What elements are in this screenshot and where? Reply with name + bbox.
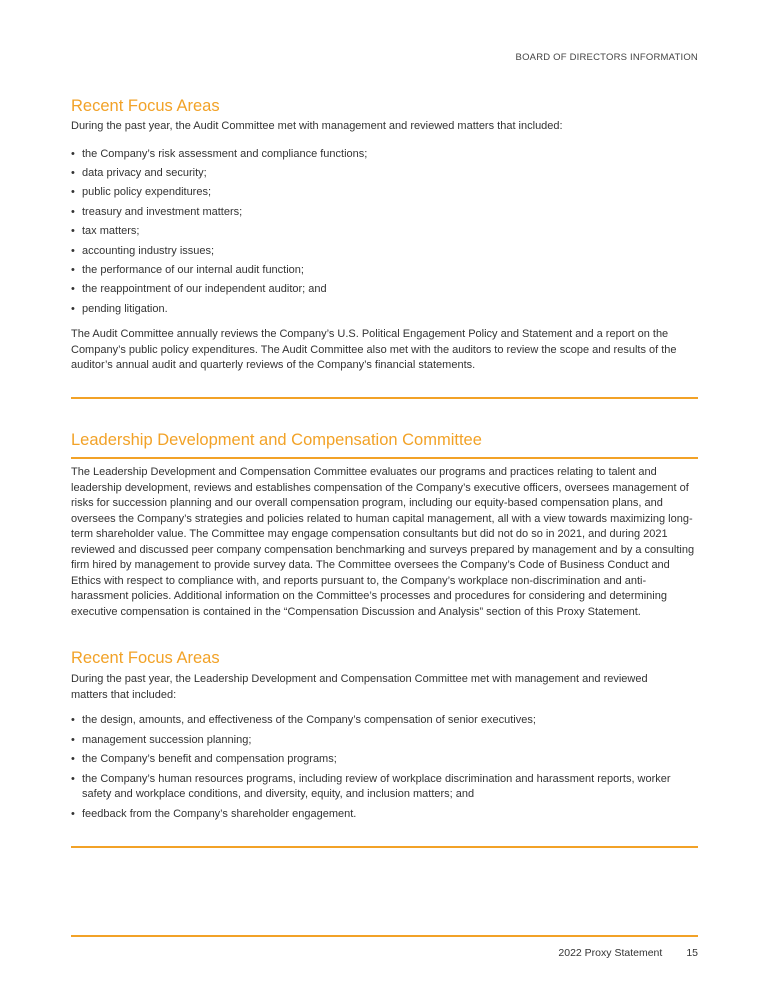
audit-focus-intro: During the past year, the Audit Committee met with management and reviewed matters that included: — [71, 120, 563, 132]
list-item: • the Company’s risk assessment and compliance functions; — [71, 145, 698, 164]
ldcc-section — [71, 430, 698, 450]
list-item: • pending litigation. — [71, 300, 698, 319]
footer-doc-title: 2022 Proxy Statement — [558, 947, 663, 959]
list-item: • feedback from the Company’s shareholder engagement. — [71, 807, 698, 823]
list-item: • accounting industry issues; — [71, 242, 698, 261]
ldcc-focus-section — [71, 648, 698, 826]
audit-focus-section — [71, 96, 698, 374]
list-item: • public policy expenditures; — [71, 183, 698, 202]
list-item: • data privacy and security; — [71, 164, 698, 183]
ldcc-focus-intro: During the past year, the Leadership Development and Compensation Committee met with management and reviewed matters that included: — [71, 673, 648, 701]
list-item: • management succession planning; — [71, 733, 698, 749]
list-item: • the Company’s human resources programs, including review of workplace discrimination and harassment reports, worker safety and workplace conditions, and diversity, equity, and inclusion matters; and — [71, 772, 698, 803]
ldcc-title-underline — [71, 457, 698, 459]
audit-focus-list — [71, 145, 698, 320]
audit-focus-title: Recent Focus Areas — [71, 97, 220, 115]
section-divider — [71, 397, 698, 399]
ldcc-description: The Leadership Development and Compensation Committee evaluates our programs and practices relating to talent and leadership development, reviews and establishes compensation of the Company’s executive officers, oversees management of risks for succession planning and our overall compensation program, including our equity-based compensation plans, and oversees the Company’s strategies and policies related to human capital management, all with a view towards maximizing long-term shareholder value. The Committee may engage compensation consultants but did not do so in 2021, and during 2021 reviewed and discussed peer company compensation benchmarking and surveys prepared by management and by a consulting firm hired by management to provide survey data. The Committee oversees the Company’s Code of Business Conduct and Ethics with respect to compliance with, and reports pursuant to, the Company’s workplace non-discrimination and anti-harassment policies. Additional information on the Committee’s processes and procedures for considering and determining executive compensation is contained in the “Compensation Discussion and Analysis” section of this Proxy Statement. — [71, 466, 695, 618]
document-page — [71, 0, 698, 1000]
page-footer — [558, 947, 698, 959]
ldcc-body — [71, 465, 698, 620]
list-item: • the reappointment of our independent auditor; and — [71, 280, 698, 299]
footer-rule — [71, 935, 698, 937]
section-header: BOARD OF DIRECTORS INFORMATION — [515, 52, 698, 63]
section-divider — [71, 846, 698, 848]
ldcc-title: Leadership Development and Compensation Committee — [71, 431, 482, 449]
list-item: • the design, amounts, and effectiveness of the Company’s compensation of senior executives; — [71, 713, 698, 729]
list-item: • treasury and investment matters; — [71, 203, 698, 222]
ldcc-focus-list — [71, 713, 698, 822]
list-item: • the performance of our internal audit function; — [71, 261, 698, 280]
list-item: • the Company’s benefit and compensation programs; — [71, 752, 698, 768]
ldcc-focus-title: Recent Focus Areas — [71, 649, 220, 667]
list-item: • tax matters; — [71, 222, 698, 241]
page-number: 15 — [686, 947, 698, 959]
audit-closing-paragraph: The Audit Committee annually reviews the Company’s U.S. Political Engagement Policy and Statement and a report on the Company’s public policy expenditures. The Audit Committee also met with the auditors to review the scope and results of the auditor’s annual audit and quarterly reviews of the Company’s financial statements. — [71, 328, 677, 372]
